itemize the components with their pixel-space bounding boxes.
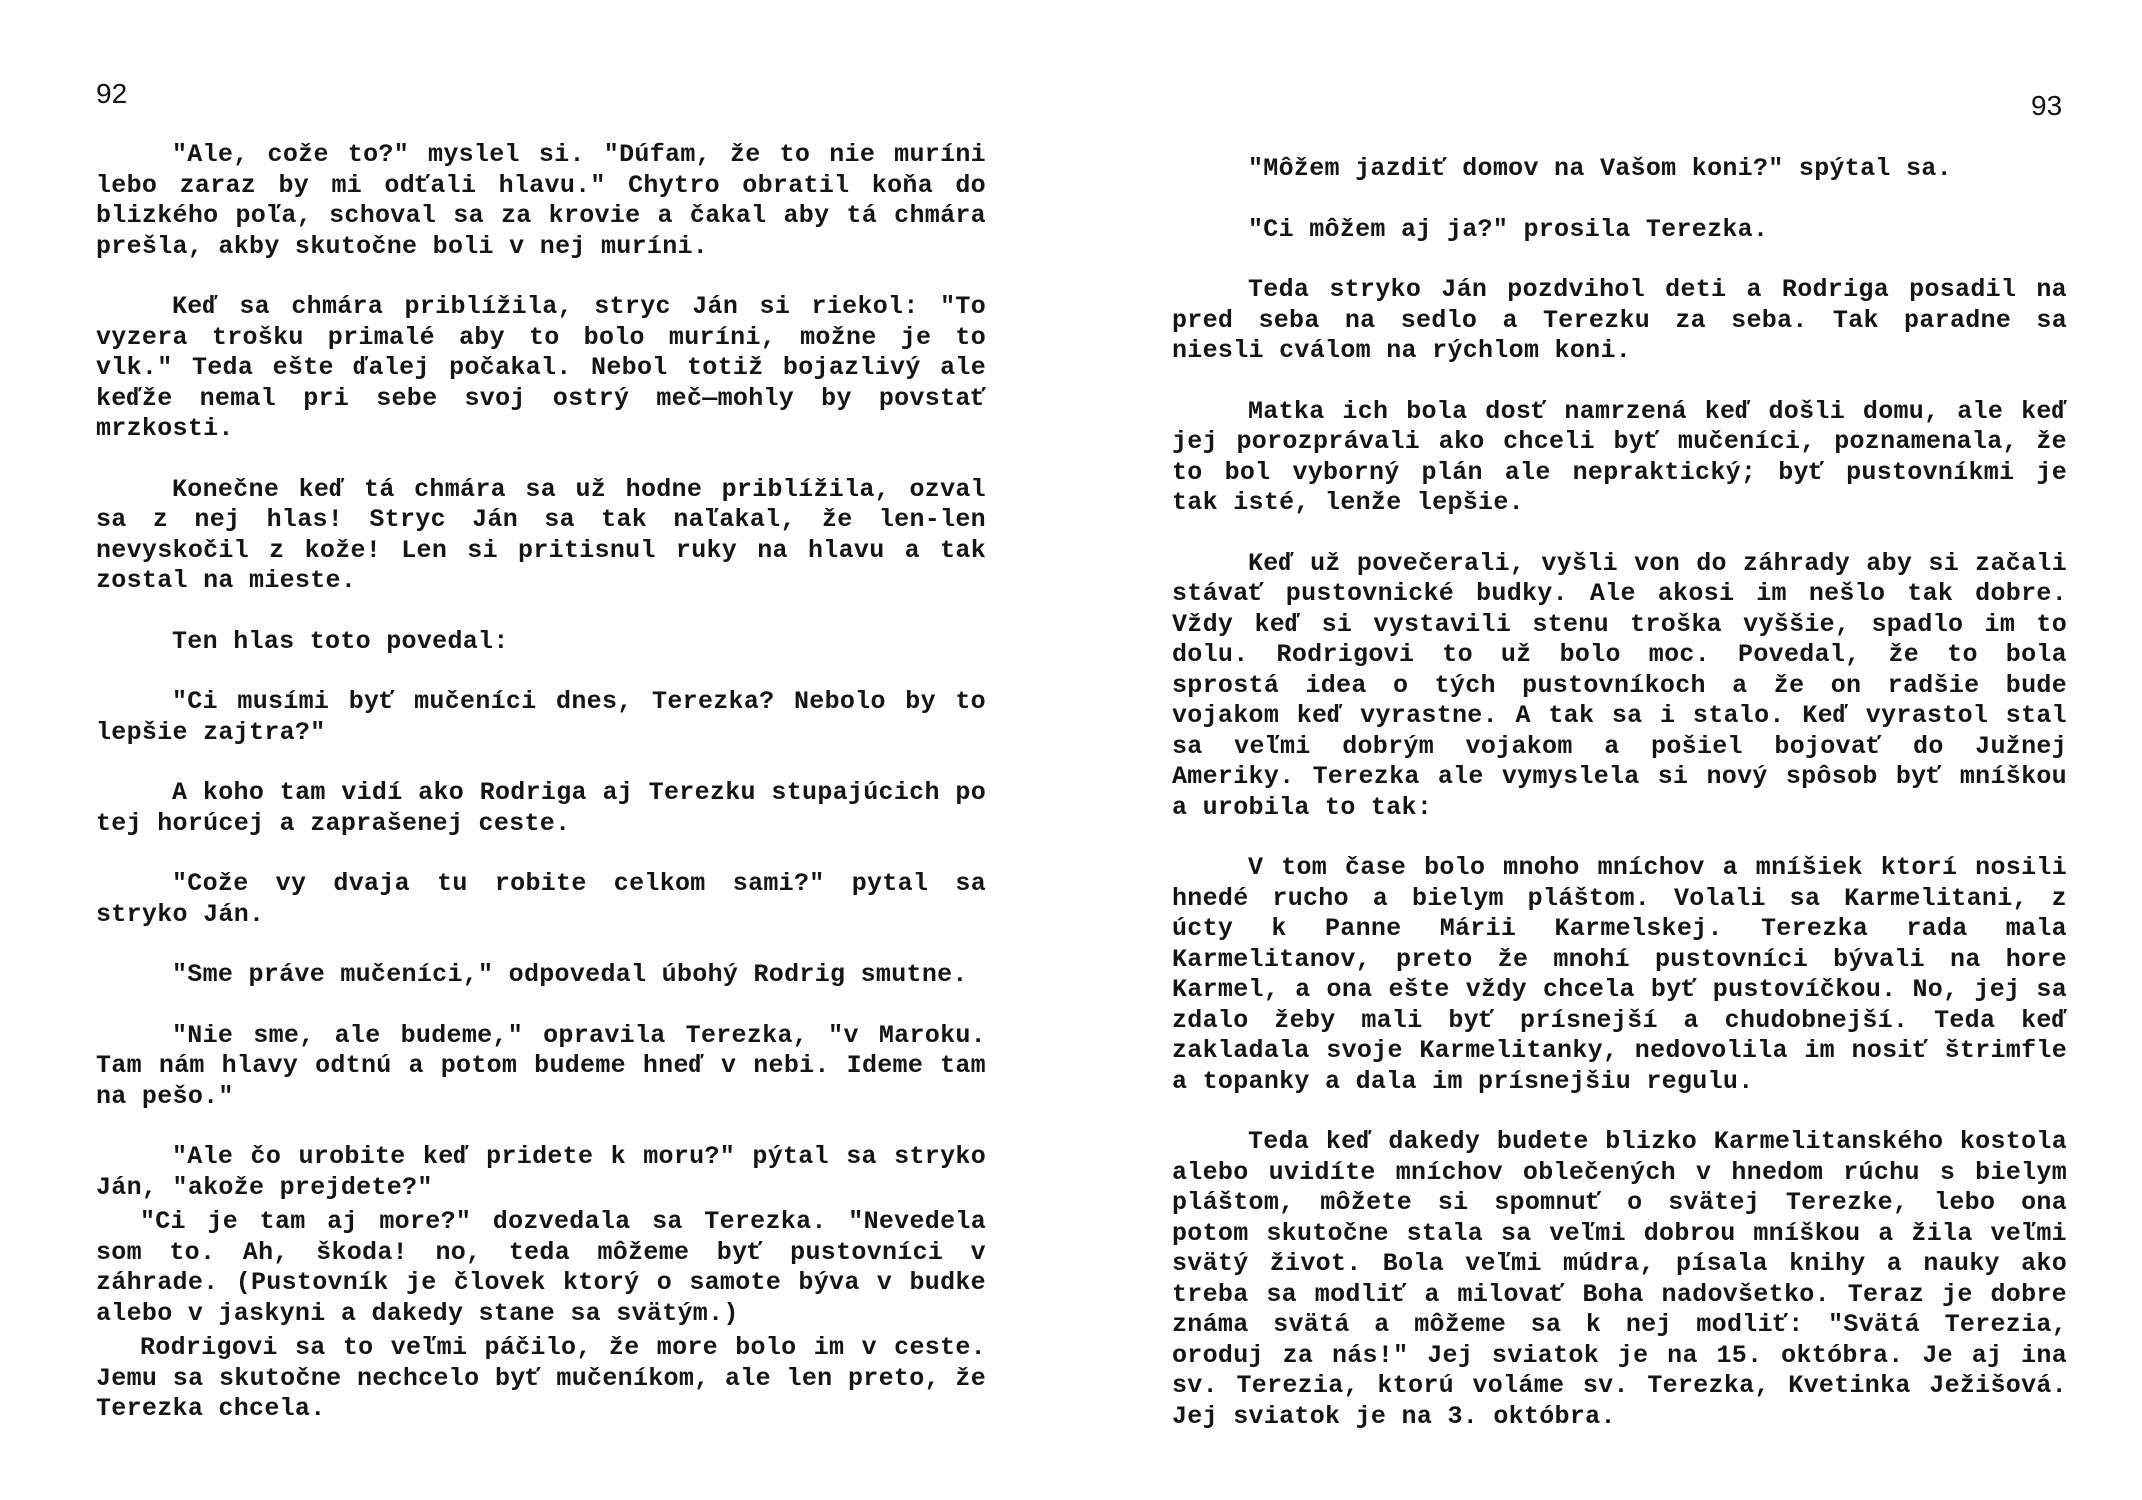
page-text bbox=[1172, 154, 2083, 1432]
paragraph: "Ci je tam aj more?" dozvedala sa Terezka. "Nevedela som to. Ah, škoda! no, teda môžeme byť pustovníci v záhrade. (Pustovník je človek ktorý o samote býva v budke alebo v jaskyni a dakedy stane sa svätým.) bbox=[96, 1207, 1002, 1328]
paragraph: "Ci musími byť mučeníci dnes, Terezka? Nebolo by to lepšie zajtra?" bbox=[96, 687, 1002, 747]
paragraph: Rodrigovi sa to veľmi páčilo, že more bolo im v ceste. Jemu sa skutočne nechcelo byť mučeníkom, ale len preto, že Terezka chcela. bbox=[96, 1333, 1002, 1423]
paragraph: Konečne keď tá chmára sa už hodne priblížila, ozval sa z nej hlas! Stryc Ján sa tak naľakal, že len-len nevyskočil z kože! Len si pritisnul ruky na hlavu a tak zostal na mieste. bbox=[96, 474, 1002, 595]
paragraph: Teda keď dakedy budete blizko Karmelitanského kostola alebo uvidíte mníchov oblečených v hnedom rúchu s bielym pláštom, môžete si spomnuť o svätej Terezke, lebo ona potom skutočne stala sa veľmi dobrou mníškou a žila veľmi svätý život. Bola veľmi múdra, písala knihy a nauky ako treba sa modliť a milovať Boha nadovšetko. Teraz je dobre známa svätá a môžeme sa k nej modliť: "Svätá Terezia, oroduj za nás!" Jej sviatok je na 15. októbra. Je aj ina sv. Terezia, ktorú voláme sv. Terezka, Kvetinka Ježišová. Jej sviatok je na 3. októbra. bbox=[1172, 1127, 2083, 1431]
paragraph: Ten hlas toto povedal: bbox=[172, 626, 509, 656]
paragraph: "Ale čo urobite keď pridete k moru?" pýtal sa stryko Ján, "akože prejdete?" bbox=[96, 1142, 1002, 1202]
paragraph: Keď sa chmára priblížila, stryc Ján si riekol: "To vyzera trošku primalé aby to bolo muríni, možne je to vlk." Teda ešte ďalej počakal. Nebol totiž bojazlivý ale keďže nemal pri sebe svoj ostrý meč—mohly by povstať mrzkosti. bbox=[96, 292, 1002, 443]
paragraph: "Sme práve mučeníci," odpovedal úbohý Rodrig smutne. bbox=[172, 960, 968, 989]
page-text bbox=[96, 140, 1002, 1425]
paragraph: V tom čase bolo mnoho mníchov a mníšiek ktorí nosili hnedé rucho a bielym pláštom. Volali sa Karmelitani, z úcty k Panne Márii Karmelskej. Terezka rada mala Karmelitanov, preto že mnohí pustovníci bývali na hore Karmel, a ona ešte vždy chcela byť pustovíčkou. No, jej sa zdalo žeby mali byť prísnejší a chudobnejší. Teda keď zakladala svoje Karmelitanky, nedovolila im nosiť štrimfle a topanky a dala im prísnejšiu regulu. bbox=[1172, 853, 2083, 1096]
paragraph: Teda stryko Ján pozdvihol deti a Rodriga posadil na pred seba na sedlo a Terezku za seba. Tak paradne sa niesli cválom na rýchlom koni. bbox=[1172, 275, 2083, 365]
right-page bbox=[1071, 0, 2142, 1500]
paragraph: "Cože vy dvaja tu robite celkom sami?" pytal sa stryko Ján. bbox=[96, 869, 1002, 929]
paragraph: "Ale, cože to?" myslel si. "Dúfam, že to nie muríni lebo zaraz by mi odťali hlavu." Chytro obratil koňa do blizkého poľa, schoval sa za krovie a čakal aby tá chmára prešla, akby skutočne boli v nej muríni. bbox=[96, 140, 1002, 261]
paragraph: Matka ich bola dosť namrzená keď došli domu, ale keď jej porozprávali ako chceli byť mučeníci, poznamenala, že to bol vyborný plán ale nepraktický; byť pustovníkmi je tak isté, lenže lepšie. bbox=[1172, 396, 2083, 517]
paragraph: Keď už povečerali, vyšli von do záhrady aby si začali stávať pustovnické budky. Ale akosi im nešlo tak dobre. Vždy keď si vystavili stenu troška vyššie, spadlo im to dolu. Rodrigovi to už bolo moc. Povedal, že to bola sprostá idea o tých pustovníkoch a že on radšie bude vojakom keď vyrastne. A tak sa i stalo. Keď vyrastol stal sa veľmi dobrým vojakom a pošiel bojovať do Južnej Ameriky. Terezka ale vymyslela si nový spôsob byť mníškou a urobila to tak: bbox=[1172, 548, 2083, 822]
page-number: 93 bbox=[2031, 90, 2063, 121]
paragraph: "Môžem jazdiť domov na Vašom koni?" spýtal sa. bbox=[1248, 154, 1952, 183]
paragraph: "Nie sme, ale budeme," opravila Terezka, "v Maroku. Tam nám hlavy odtnú a potom budeme hneď v nebi. Ideme tam na pešo." bbox=[96, 1020, 1002, 1111]
page-number: 92 bbox=[96, 78, 128, 109]
paragraph: "Ci môžem aj ja?" prosila Terezka. bbox=[1248, 214, 1769, 244]
paragraph: A koho tam vidí ako Rodriga aj Terezku stupajúcich po tej horúcej a zaprašenej ceste. bbox=[96, 778, 1002, 838]
